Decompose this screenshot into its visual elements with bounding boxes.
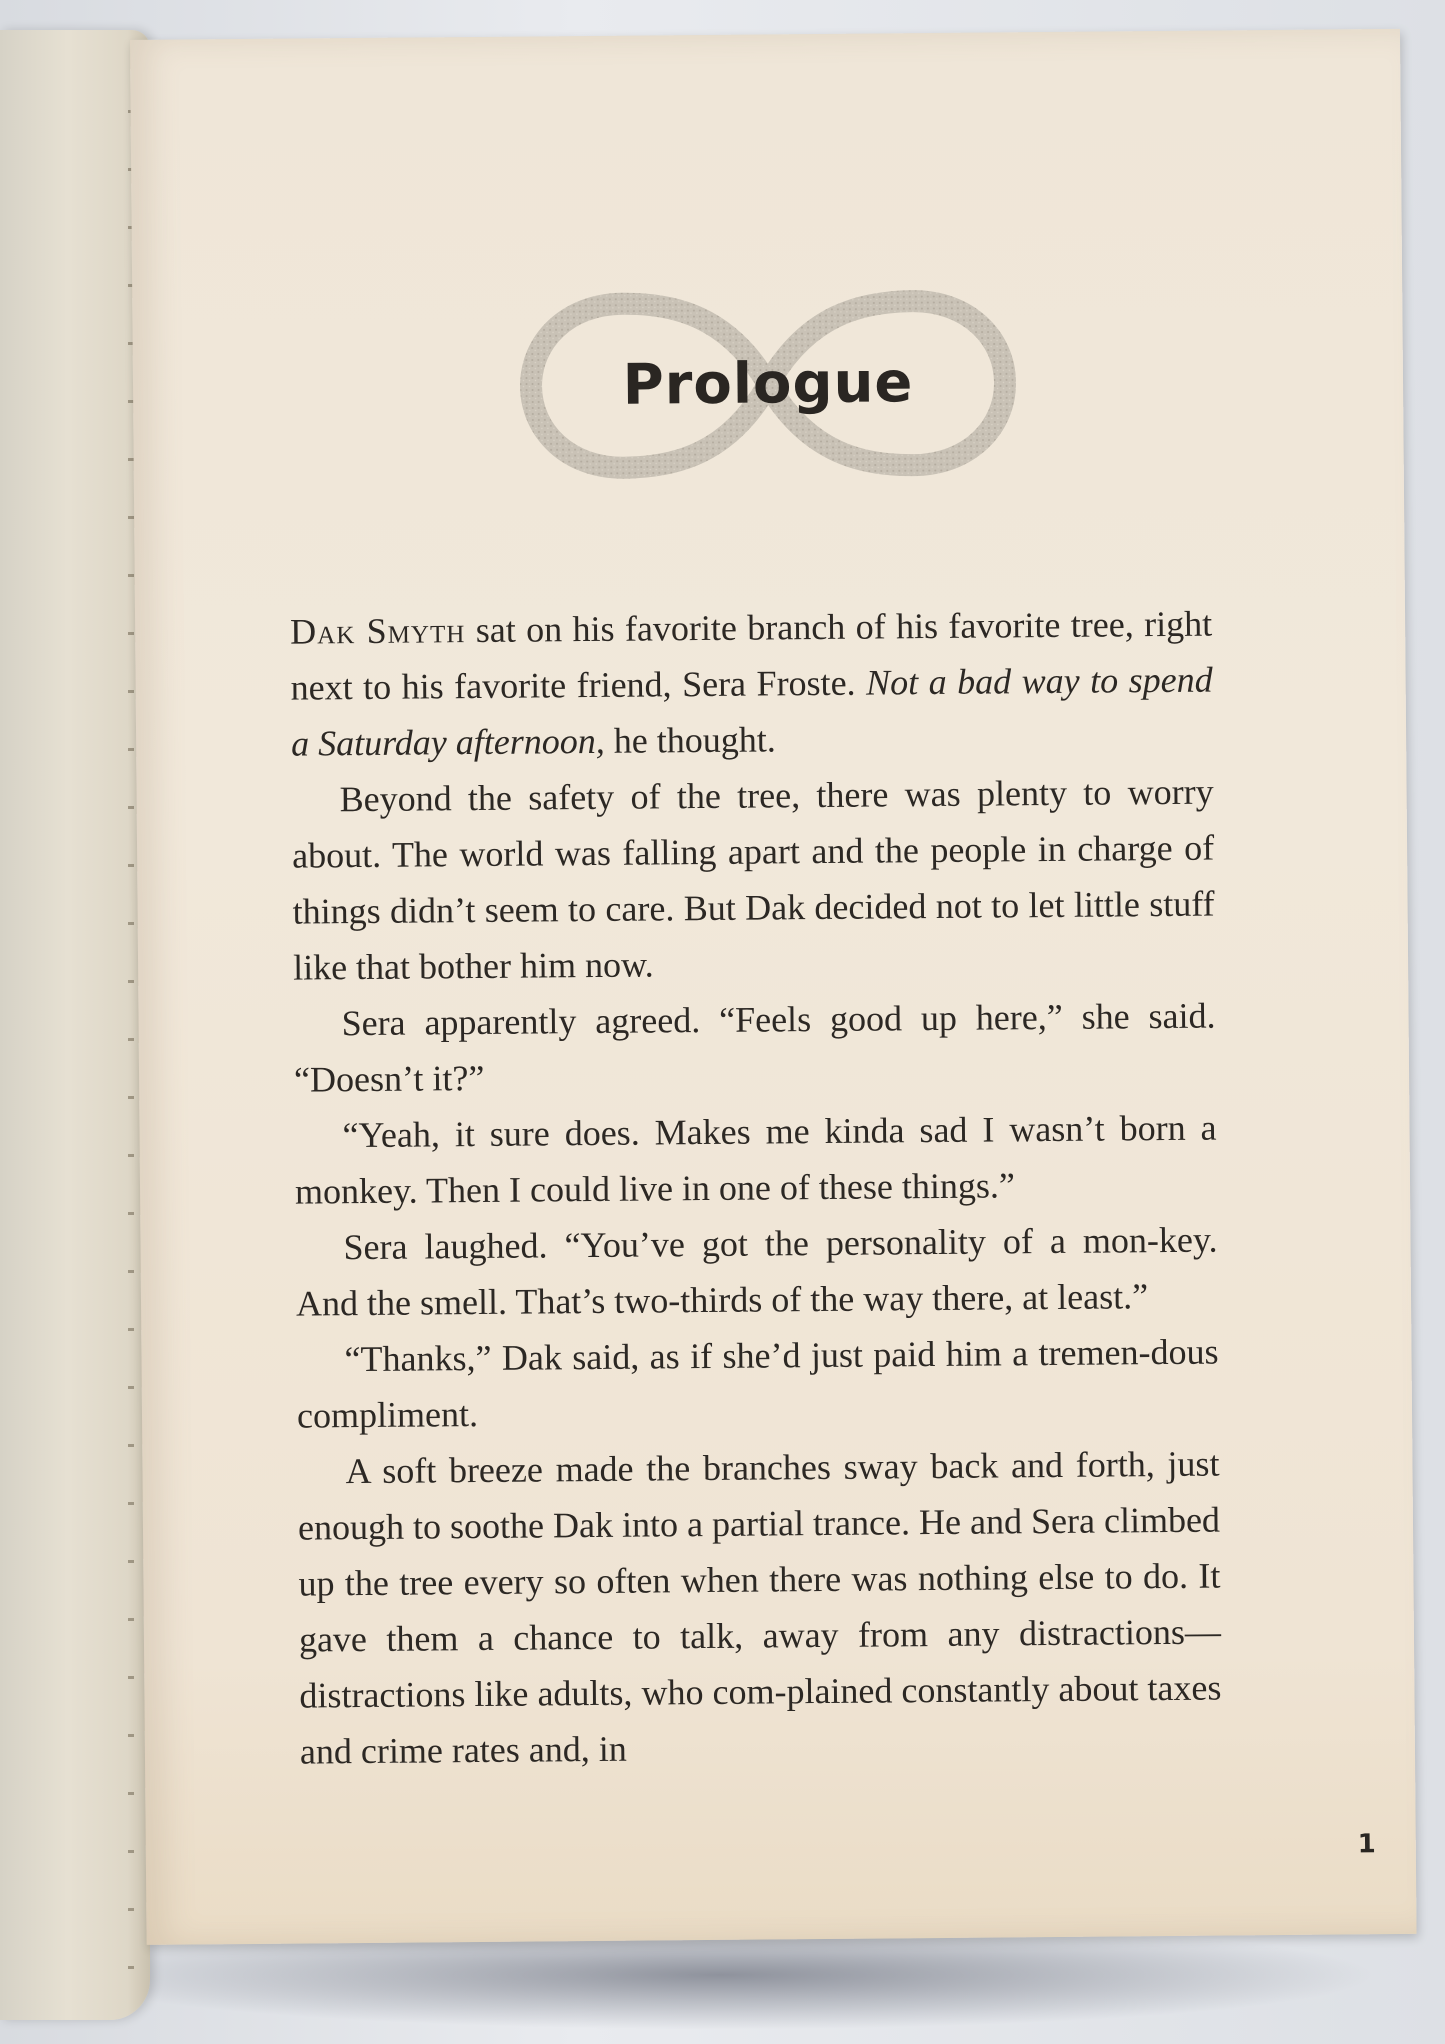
paragraph: [290, 596, 1213, 772]
paragraph: Beyond the safety of the tree, there was plenty to worry about. The world was falling apart and the people in charge of things didn’t seem to care. But Dak decided not to let little stuff like that bother him now.: [291, 771, 1215, 988]
page-number: 1: [1357, 1829, 1376, 1860]
paragraph-text: he thought.: [604, 719, 776, 761]
paragraph: A soft breeze made the branches sway back and forth, just enough to soothe Dak into a partial trance. He and Sera climbed up the tree every so often when there was nothing else to do. It gave them a chance to talk, away from any distractions—distractions like adults, who com-plained constantly about taxes and crime rates and, in: [297, 1443, 1222, 1772]
paragraph: “Yeah, it sure does. Makes me kinda sad I wasn’t born a monkey. Then I could live in one of these things.”: [294, 1107, 1217, 1212]
paragraph: “Thanks,” Dak said, as if she’d just paid him a tremen-dous compliment.: [296, 1331, 1219, 1436]
chapter-title: Prologue: [622, 350, 914, 418]
left-page-edge: [0, 30, 150, 2020]
opening-name: Dak Smyth: [289, 610, 466, 652]
chapter-body: [290, 596, 1222, 1780]
italic-thought: Not a bad way to spend a Saturday afternoon,: [290, 659, 1213, 764]
paragraph: Sera laughed. “You’ve got the personality of a mon-key. And the smell. That’s two-thirds of the way there, at least.”: [295, 1219, 1218, 1324]
paragraph-text: sat on his favorite branch of his favorite tree, right next to his favorite friend, Sera Froste.: [290, 603, 1213, 708]
paragraph: Sera apparently agreed. “Feels good up here,” she said. “Doesn’t it?”: [293, 995, 1216, 1100]
book-page: [130, 29, 1417, 1945]
chapter-header: [512, 282, 1024, 486]
